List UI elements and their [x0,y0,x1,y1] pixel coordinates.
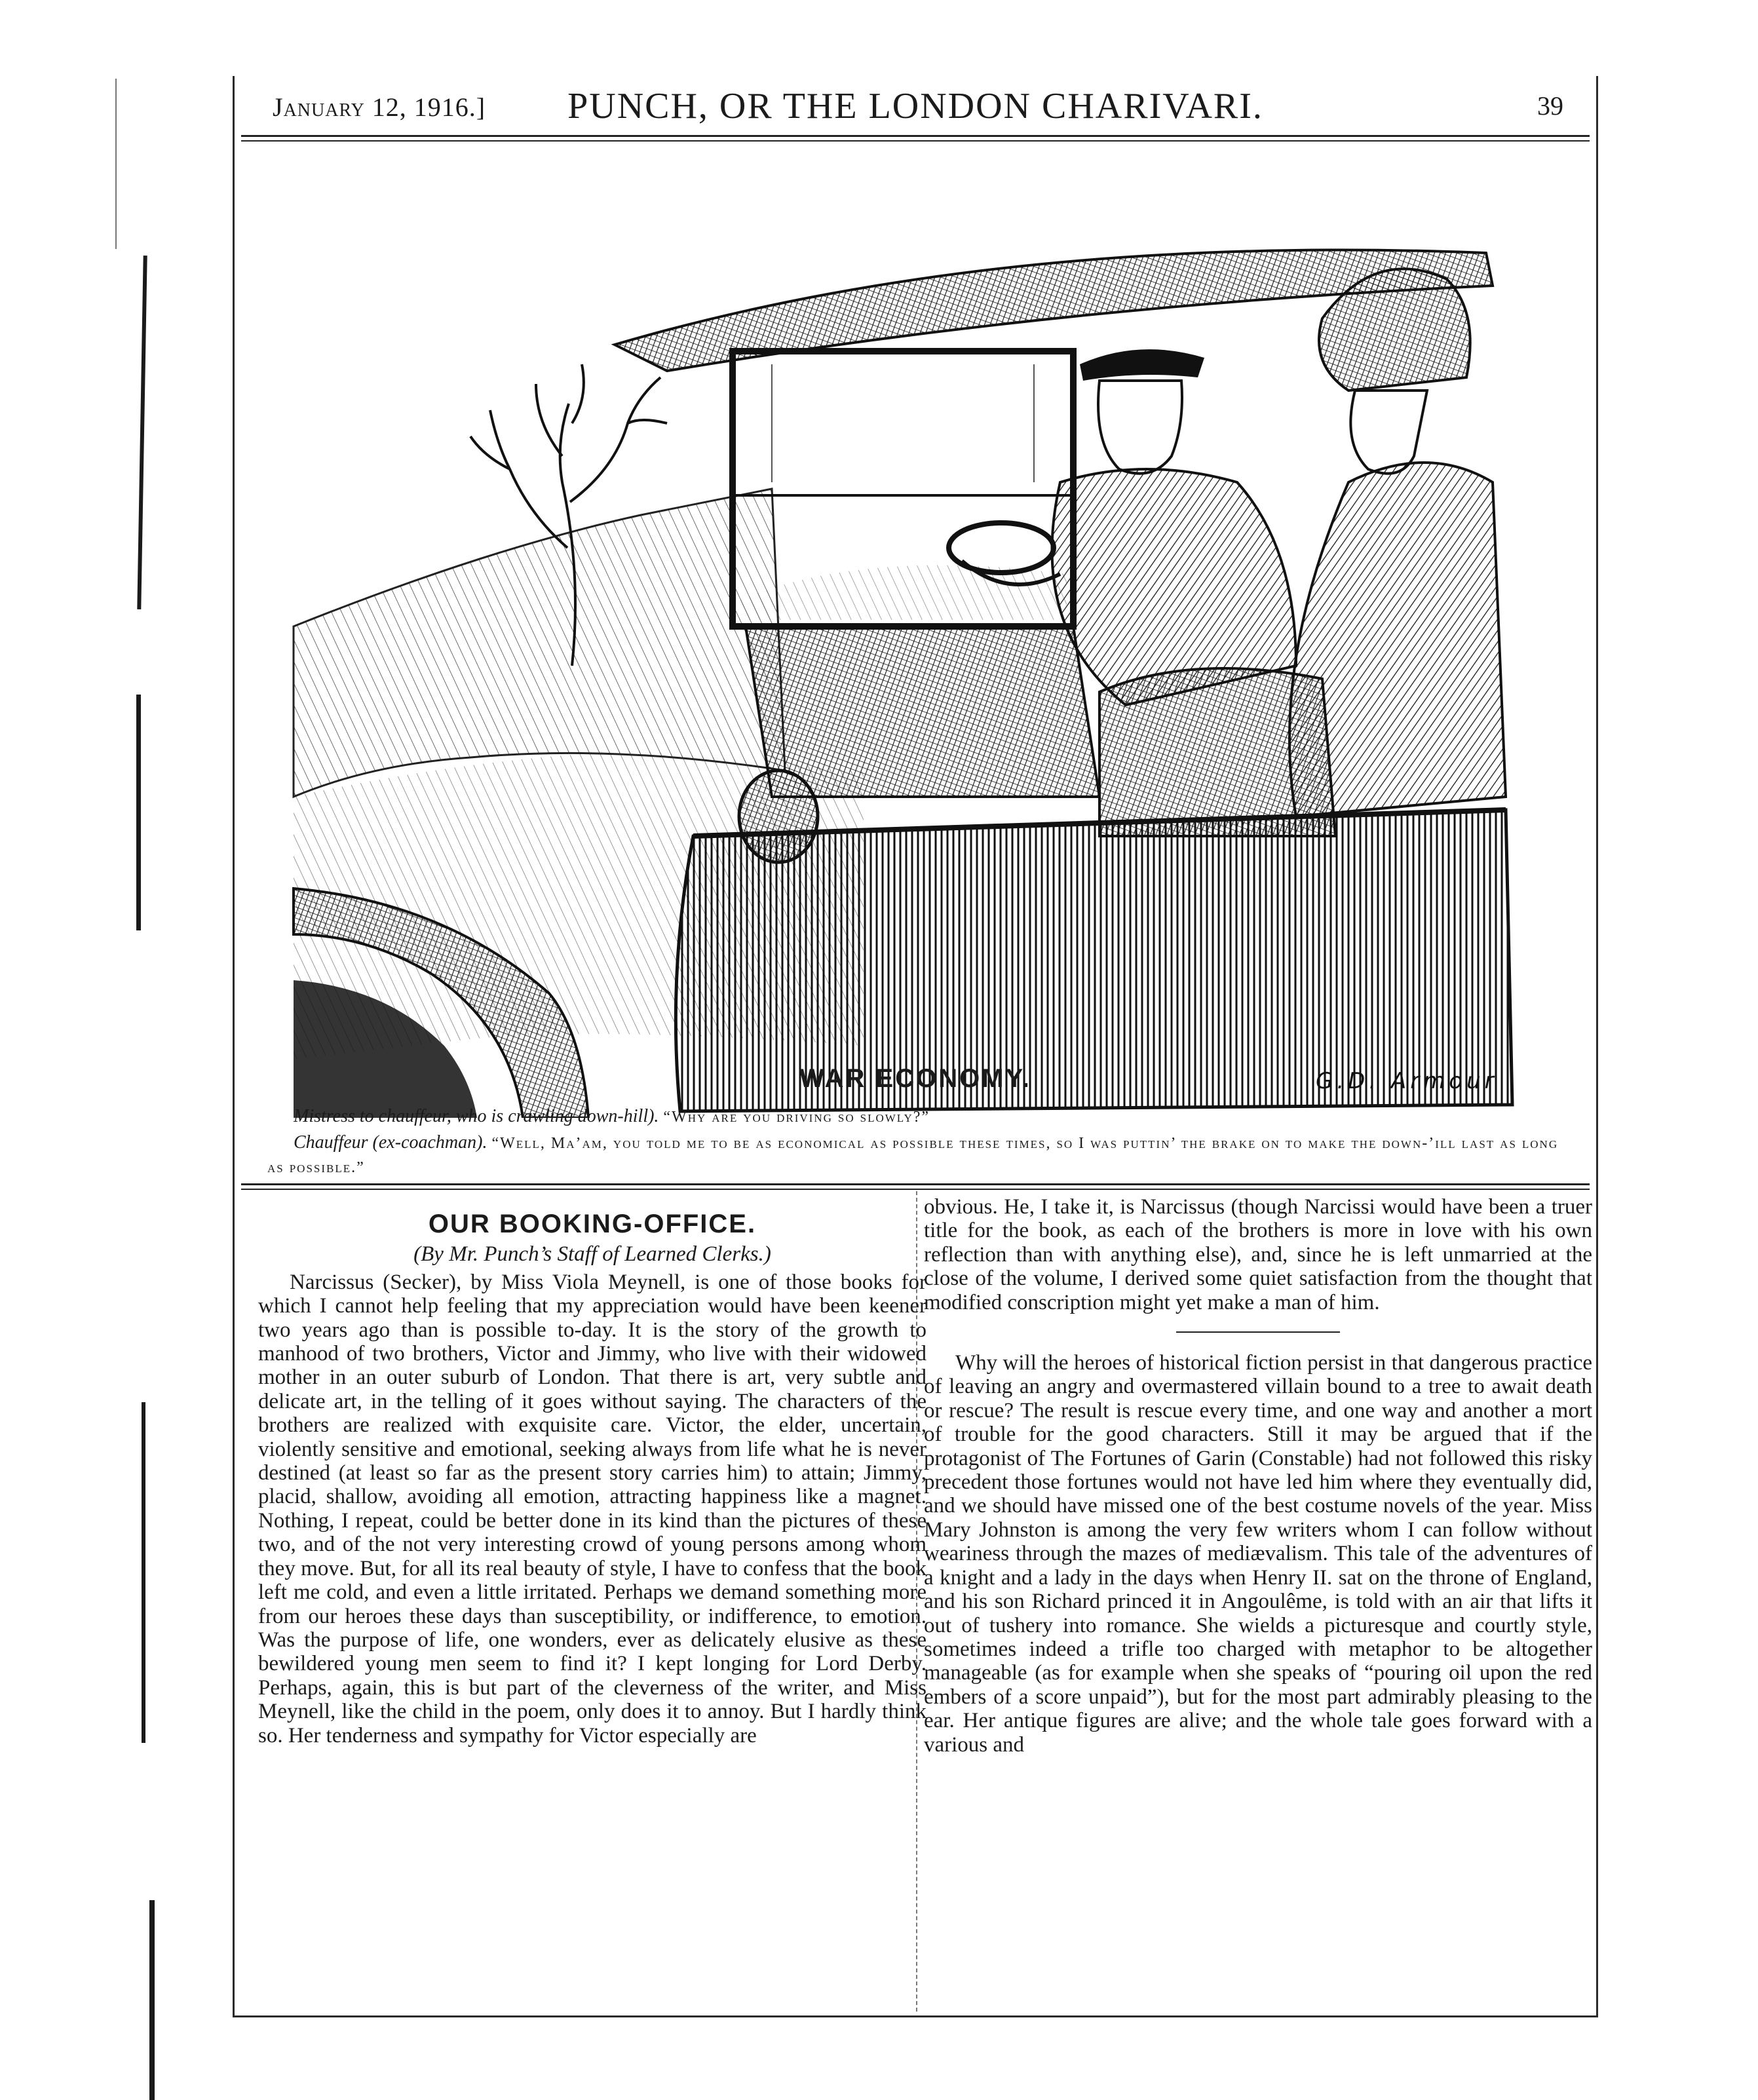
car-seat-icon [1099,668,1335,836]
binding-edge-mark [136,695,141,930]
binding-edge-mark [149,1900,155,2100]
dashboard-icon [746,626,1099,797]
caption-speech: “Why are you driving so slowly?” [663,1109,930,1126]
binding-edge-mark [115,79,117,249]
running-head [235,81,1596,134]
caption-speech: “Well, Ma’am, you told me to be as economical as possible these times, so I was puttin’ the brake on to make the down-’ill last as long as possible.” [267,1135,1559,1176]
binding-edge-mark [137,256,147,609]
publication-title: PUNCH, OR THE LONDON CHARIVARI. [567,86,1263,126]
cartoon-title: WAR ECONOMY. [799,1064,1031,1093]
section-separator [1176,1331,1340,1333]
issue-date: January 12, 1916.] [273,92,486,122]
column-right [924,1195,1592,1757]
cartoon-illustration [274,207,1558,1118]
review-paragraph: Why will the heroes of historical fiction persist in that dangerous practice of leaving an angry and overmastered villain bound to a tree to await death or rescue? The result is rescue every time, and one way and another a mort of trouble for the good characters. Still it may be argued that if the protagonist of The Fortunes of Garin (Constable) had not followed this risky precedent those fortunes would not have led him where they eventually did, and we should have missed one of the best costume novels of the year. Miss Mary Johnston is among the very few writers whom I can follow without weariness through the mazes of mediævalism. This tale of the adventures of a knight and a lady in the days when Henry II. sat on the throne of England, and his son Richard princed it in Angoulême, is told with an air that lifts it out of tushery into romance. She wields a picturesque and courtly style, sometimes indeed a trifle too charged with metaphor to be altogether manageable (as for example when she speaks of “pouring oil upon the red embers of a score unpaid”), but for the most part admirably pleasing to the ear. Her antique figures are alive; and the whole tale goes forward with a various and [924,1351,1592,1757]
header-rule [241,140,1590,142]
caption-rule [241,1183,1590,1185]
page-number: 39 [1537,91,1563,121]
car-lamp-icon [739,771,818,862]
artist-signature: G.D. Armour [1316,1068,1498,1094]
caption-line-1 [267,1105,1565,1129]
column-left [258,1195,927,1747]
review-paragraph: Narcissus (Secker), by Miss Viola Meynell, is one of those books for which I cannot help feeling that my appreciation would have been keener two years ago than is possible to-day. It is the story of the growth to manhood of two brothers, Victor and Jimmy, who live with their widowed mother in an outer suburb of London. That there is art, very subtle and delicate art, in the telling of it goes without saying. The characters of the brothers are realized with exquisite care. Victor, the elder, uncertain, violently sensitive and emotional, seeking always from life what he is never destined (at least so far as the present story carries him) to attain; Jimmy, placid, shallow, avoiding all emotion, attracting happiness like a magnet. Nothing, I repeat, could be better done in its kind than the pictures of these two, and of the not very interesting crowd of young persons among whom they move. But, for all its real beauty of style, I have to confess that the book left me cold, and even a little irritated. Perhaps we demand something more from our heroes these days than susceptibility, or indifference, to emotion. Was the purpose of life, one wonders, ever as delicately elusive as these bewildered young men seem to find it? I kept longing for Lord Derby. Perhaps, again, this is but part of the cleverness of the writer, and Miss Meynell, like the child in the poem, only does it to annoy. But I hardly think so. Her tenderness and sympathy for Victor especially are [258,1270,927,1747]
caption-speaker: Mistress to chauffeur, who is crawling down-hill). [294,1106,659,1126]
page [233,76,1598,2017]
article-byline: (By Mr. Punch’s Staff of Learned Clerks.) [413,1242,771,1267]
header-rule [241,135,1590,137]
article-title: OUR BOOKING-OFFICE. [428,1210,757,1238]
caption-speaker: Chauffeur (ex-coachman). [294,1132,487,1153]
binding-edge-mark [142,1402,145,1743]
review-paragraph: obvious. He, I take it, is Narcissus (though Narcissi would have been a truer title for the book, as each of the brothers is more in love with his own reflection than with anything else), and, since he is left unmarried at the close of the volume, I derived some quiet satisfaction from the thought that modified conscription might yet make a man of him. [924,1195,1592,1314]
hillside-icon [294,489,785,797]
caption-line-2 [267,1131,1565,1179]
caption-rule [241,1189,1590,1190]
